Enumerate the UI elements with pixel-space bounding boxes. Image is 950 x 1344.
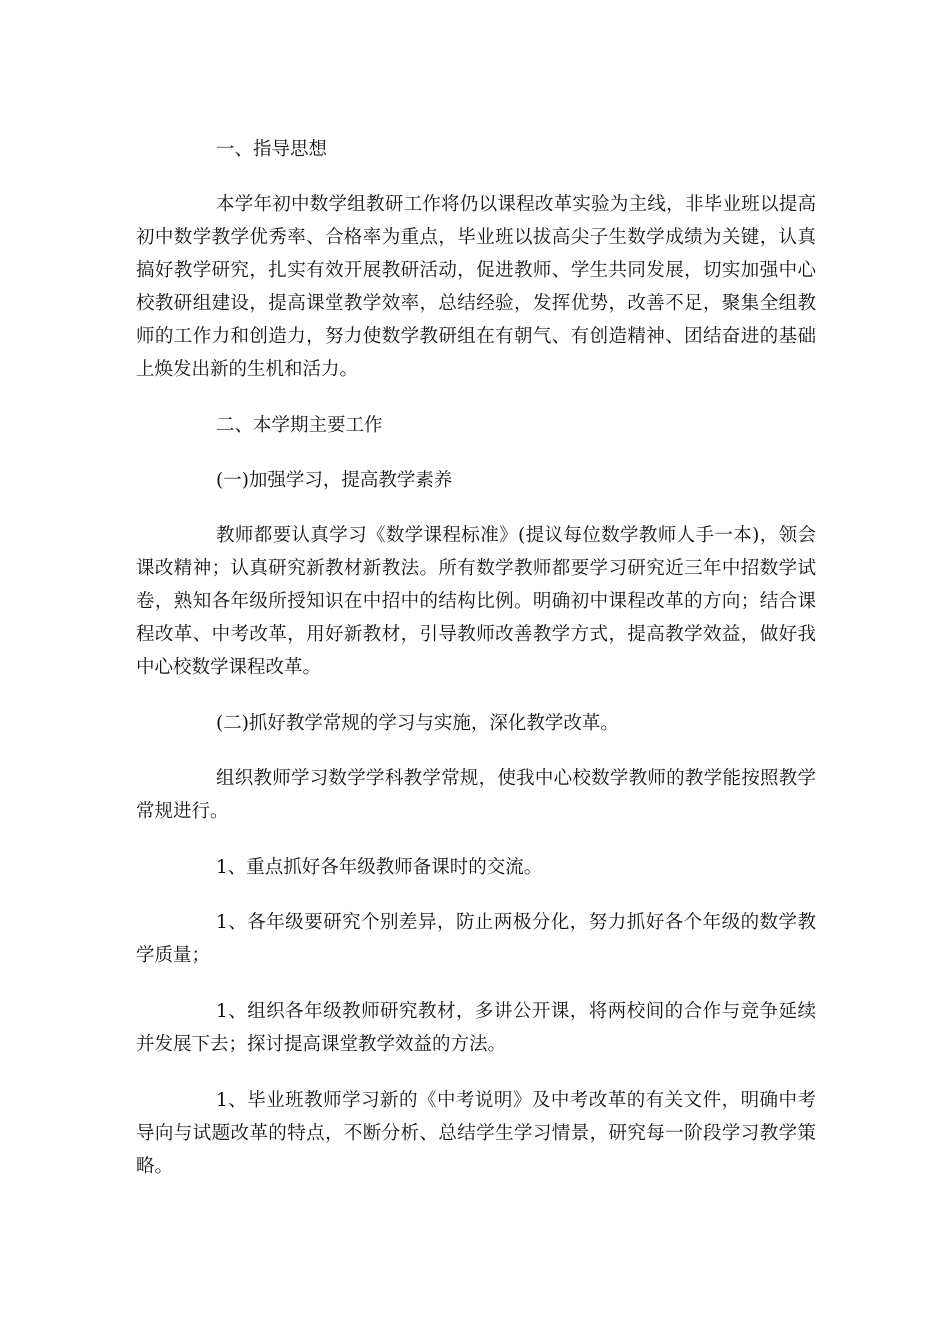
paragraph-strengthen-learning: 教师都要认真学习《数学课程标准》(提议每位数学教师人手一本)，领会课改精神；认真研究新教材新教法。所有数学教师都要学习研究近三年中招数学试卷，熟知各年级所授知识在中招中的结构比例。明确初中课程改革的方向；结合课程改革、中考改革，用好新教材，引导教师改善教学方式，提高教学效益，做好我中心校数学课程改革。 — [136, 525, 816, 678]
section-heading-guiding-ideology: 一、指导思想 — [216, 139, 328, 160]
paragraph-guiding-ideology: 本学年初中数学组教研工作将仍以课程改革实验为主线，非毕业班以提高初中数学教学优秀率、合格率为重点，毕业班以拔高尖子生数学成绩为关键，认真搞好教学研究，扎实有效开展教研活动，促进教师、学生共同发展，切实加强中心校教研组建设，提高课堂教学效率，总结经验，发挥优势，改善不足，聚集全组教师的工作力和创造力，努力使数学教研组在有朝气、有创造精神、团结奋进的基础上焕发出新的生机和活力。 — [136, 194, 816, 380]
paragraph-teaching-routine: 组织教师学习数学学科教学常规，使我中心校数学教师的教学能按照教学常规进行。 — [136, 768, 816, 822]
list-item-study-materials: 1、组织各年级教师研究教材，多讲公开课，将两校间的合作与竞争延续并发展下去；探讨提高课堂教学效益的方法。 — [136, 1001, 816, 1055]
subheading-strengthen-learning: (一)加强学习，提高教学素养 — [216, 470, 453, 491]
list-item-individual-differences: 1、各年级要研究个别差异，防止两极分化，努力抓好各个年级的数学教学质量； — [136, 912, 816, 966]
list-item-lesson-prep: 1、重点抓好各年级教师备课时的交流。 — [216, 857, 543, 878]
document-body — [136, 133, 816, 1206]
subheading-teaching-routine: (二)抓好教学常规的学习与实施，深化教学改革。 — [216, 713, 619, 734]
list-item-graduating-class: 1、毕业班教师学习新的《中考说明》及中考改革的有关文件，明确中考导向与试题改革的特点，不断分析、总结学生学习情景，研究每一阶段学习教学策略。 — [136, 1090, 816, 1177]
section-heading-main-work: 二、本学期主要工作 — [216, 415, 383, 436]
